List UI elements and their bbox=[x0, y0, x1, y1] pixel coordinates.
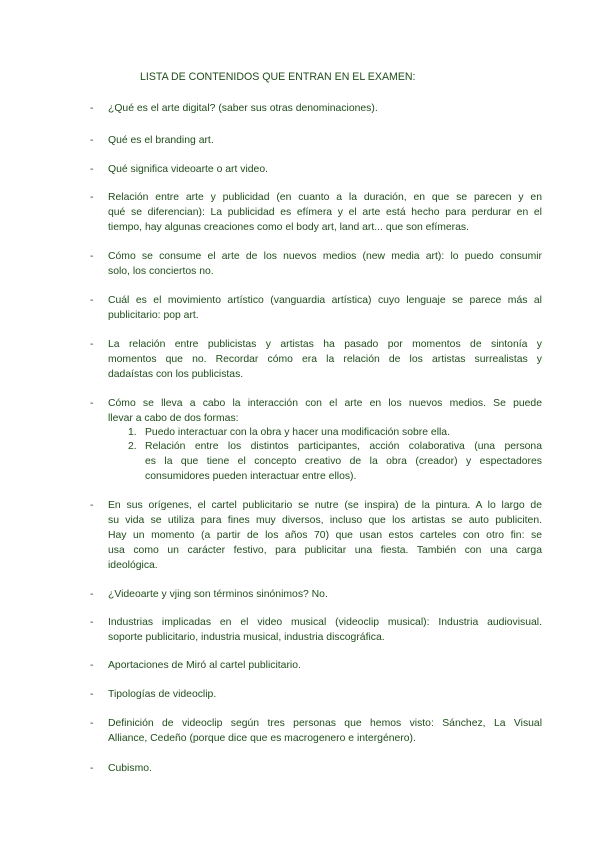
bullet-dash: - bbox=[90, 192, 94, 203]
text-line: usa como un carácter festivo, para publicitar una fiesta. También con una carga bbox=[108, 545, 542, 556]
list-item-text bbox=[108, 101, 542, 116]
text-line: Hay un momento (a partir de los años 70) que usan estos carteles con otro fin: se bbox=[108, 530, 542, 541]
text-line: publicitario: pop art. bbox=[108, 310, 199, 321]
list-item-text bbox=[108, 716, 542, 746]
bullet-dash: - bbox=[90, 251, 94, 262]
text-line: Qué es el branding art. bbox=[108, 135, 214, 146]
text-line: Definición de videoclip según tres personas que hemos visto: Sánchez, La Visual bbox=[108, 718, 542, 729]
text-line: Qué significa videoarte o art video. bbox=[108, 164, 268, 175]
text-line: es la que tiene el concepto creativo de la obra (creador) y espectadores bbox=[145, 456, 542, 467]
page-title: LISTA DE CONTENIDOS QUE ENTRAN EN EL EXAMEN: bbox=[140, 71, 416, 83]
sub-list-number: 2. bbox=[128, 441, 137, 452]
text-line: Puedo interactuar con la obra y hacer una modificación sobre ella. bbox=[145, 427, 450, 438]
bullet-dash: - bbox=[90, 660, 94, 671]
text-line: La relación entre publicistas y artistas ha pasado por momentos de sintonía y bbox=[108, 339, 542, 350]
text-line: ¿Videoarte y vjing son términos sinónimos? No. bbox=[108, 589, 328, 600]
bullet-dash: - bbox=[90, 103, 94, 114]
list-item-text bbox=[108, 133, 542, 148]
sub-list-text bbox=[145, 425, 542, 440]
list-item-text bbox=[108, 687, 542, 702]
list-item-text bbox=[108, 190, 542, 235]
sub-list-text bbox=[145, 439, 542, 484]
list-item-text bbox=[108, 293, 542, 323]
text-line: Cubismo. bbox=[108, 763, 152, 774]
bullet-dash: - bbox=[90, 135, 94, 146]
text-line: Aportaciones de Miró al cartel publicitario. bbox=[108, 660, 301, 671]
text-line: solo, los conciertos no. bbox=[108, 266, 214, 277]
text-line: llevar a cabo de dos formas: bbox=[108, 413, 239, 424]
bullet-dash: - bbox=[90, 589, 94, 600]
text-line: En sus orígenes, el cartel publicitario se nutre (se inspira) de la pintura. A lo largo de bbox=[108, 500, 542, 511]
list-item-text bbox=[108, 337, 542, 382]
text-line: Industrias implicadas en el video musical (videoclip musical): Industria audiovisual. bbox=[108, 617, 542, 628]
list-item-text bbox=[108, 162, 542, 177]
bullet-dash: - bbox=[90, 718, 94, 729]
text-line: ideológica. bbox=[108, 560, 158, 571]
text-line: ¿Qué es el arte digital? (saber sus otras denominaciones). bbox=[108, 103, 378, 114]
text-line: Cuál es el movimiento artístico (vanguardia artística) cuyo lenguaje se parece más al bbox=[108, 295, 542, 306]
text-line: consumidores pueden interactuar entre ellos). bbox=[145, 471, 357, 482]
list-item-text bbox=[108, 761, 542, 776]
list-item-text bbox=[108, 587, 542, 602]
text-line: soporte publicitario, industria musical, industria discográfica. bbox=[108, 632, 385, 643]
text-line: qué se diferencian): La publicidad es efímera y el arte está hecho para perdurar en el bbox=[108, 207, 542, 218]
bullet-dash: - bbox=[90, 689, 94, 700]
text-line: tiempo, hay algunas creaciones como el body art, land art... que son efímeras. bbox=[108, 222, 469, 233]
sub-list-number: 1. bbox=[128, 427, 137, 438]
bullet-dash: - bbox=[90, 339, 94, 350]
bullet-dash: - bbox=[90, 164, 94, 175]
list-item-text bbox=[108, 249, 542, 279]
text-line: Cómo se consume el arte de los nuevos medios (new media art): lo puedo consumir bbox=[108, 251, 542, 262]
text-line: su vida se utiliza para fines muy diversos, incluso que los artistas se auto publiciten. bbox=[108, 515, 542, 526]
list-item-text bbox=[108, 498, 542, 573]
bullet-dash: - bbox=[90, 617, 94, 628]
text-line: Alliance, Cedeño (porque dice que es macrogenero e intergénero). bbox=[108, 733, 416, 744]
bullet-dash: - bbox=[90, 295, 94, 306]
bullet-dash: - bbox=[90, 398, 94, 409]
list-item-text bbox=[108, 396, 542, 426]
bullet-dash: - bbox=[90, 500, 94, 511]
text-line: Cómo se lleva a cabo la interacción con el arte en los nuevos medios. Se puede bbox=[108, 398, 542, 409]
list-item-text bbox=[108, 658, 542, 673]
text-line: momentos que no. Recordar cómo era la relación de los artistas surrealistas y bbox=[108, 354, 542, 365]
text-line: Relación entre arte y publicidad (en cuanto a la duración, en que se parecen y en bbox=[108, 192, 542, 203]
bullet-dash: - bbox=[90, 763, 94, 774]
text-line: dadaístas con los publicistas. bbox=[108, 369, 244, 380]
text-line: Relación entre los distintos participantes, acción colaborativa (una persona bbox=[145, 441, 542, 452]
list-item-text bbox=[108, 615, 542, 645]
text-line: Tipologías de videoclip. bbox=[108, 689, 217, 700]
